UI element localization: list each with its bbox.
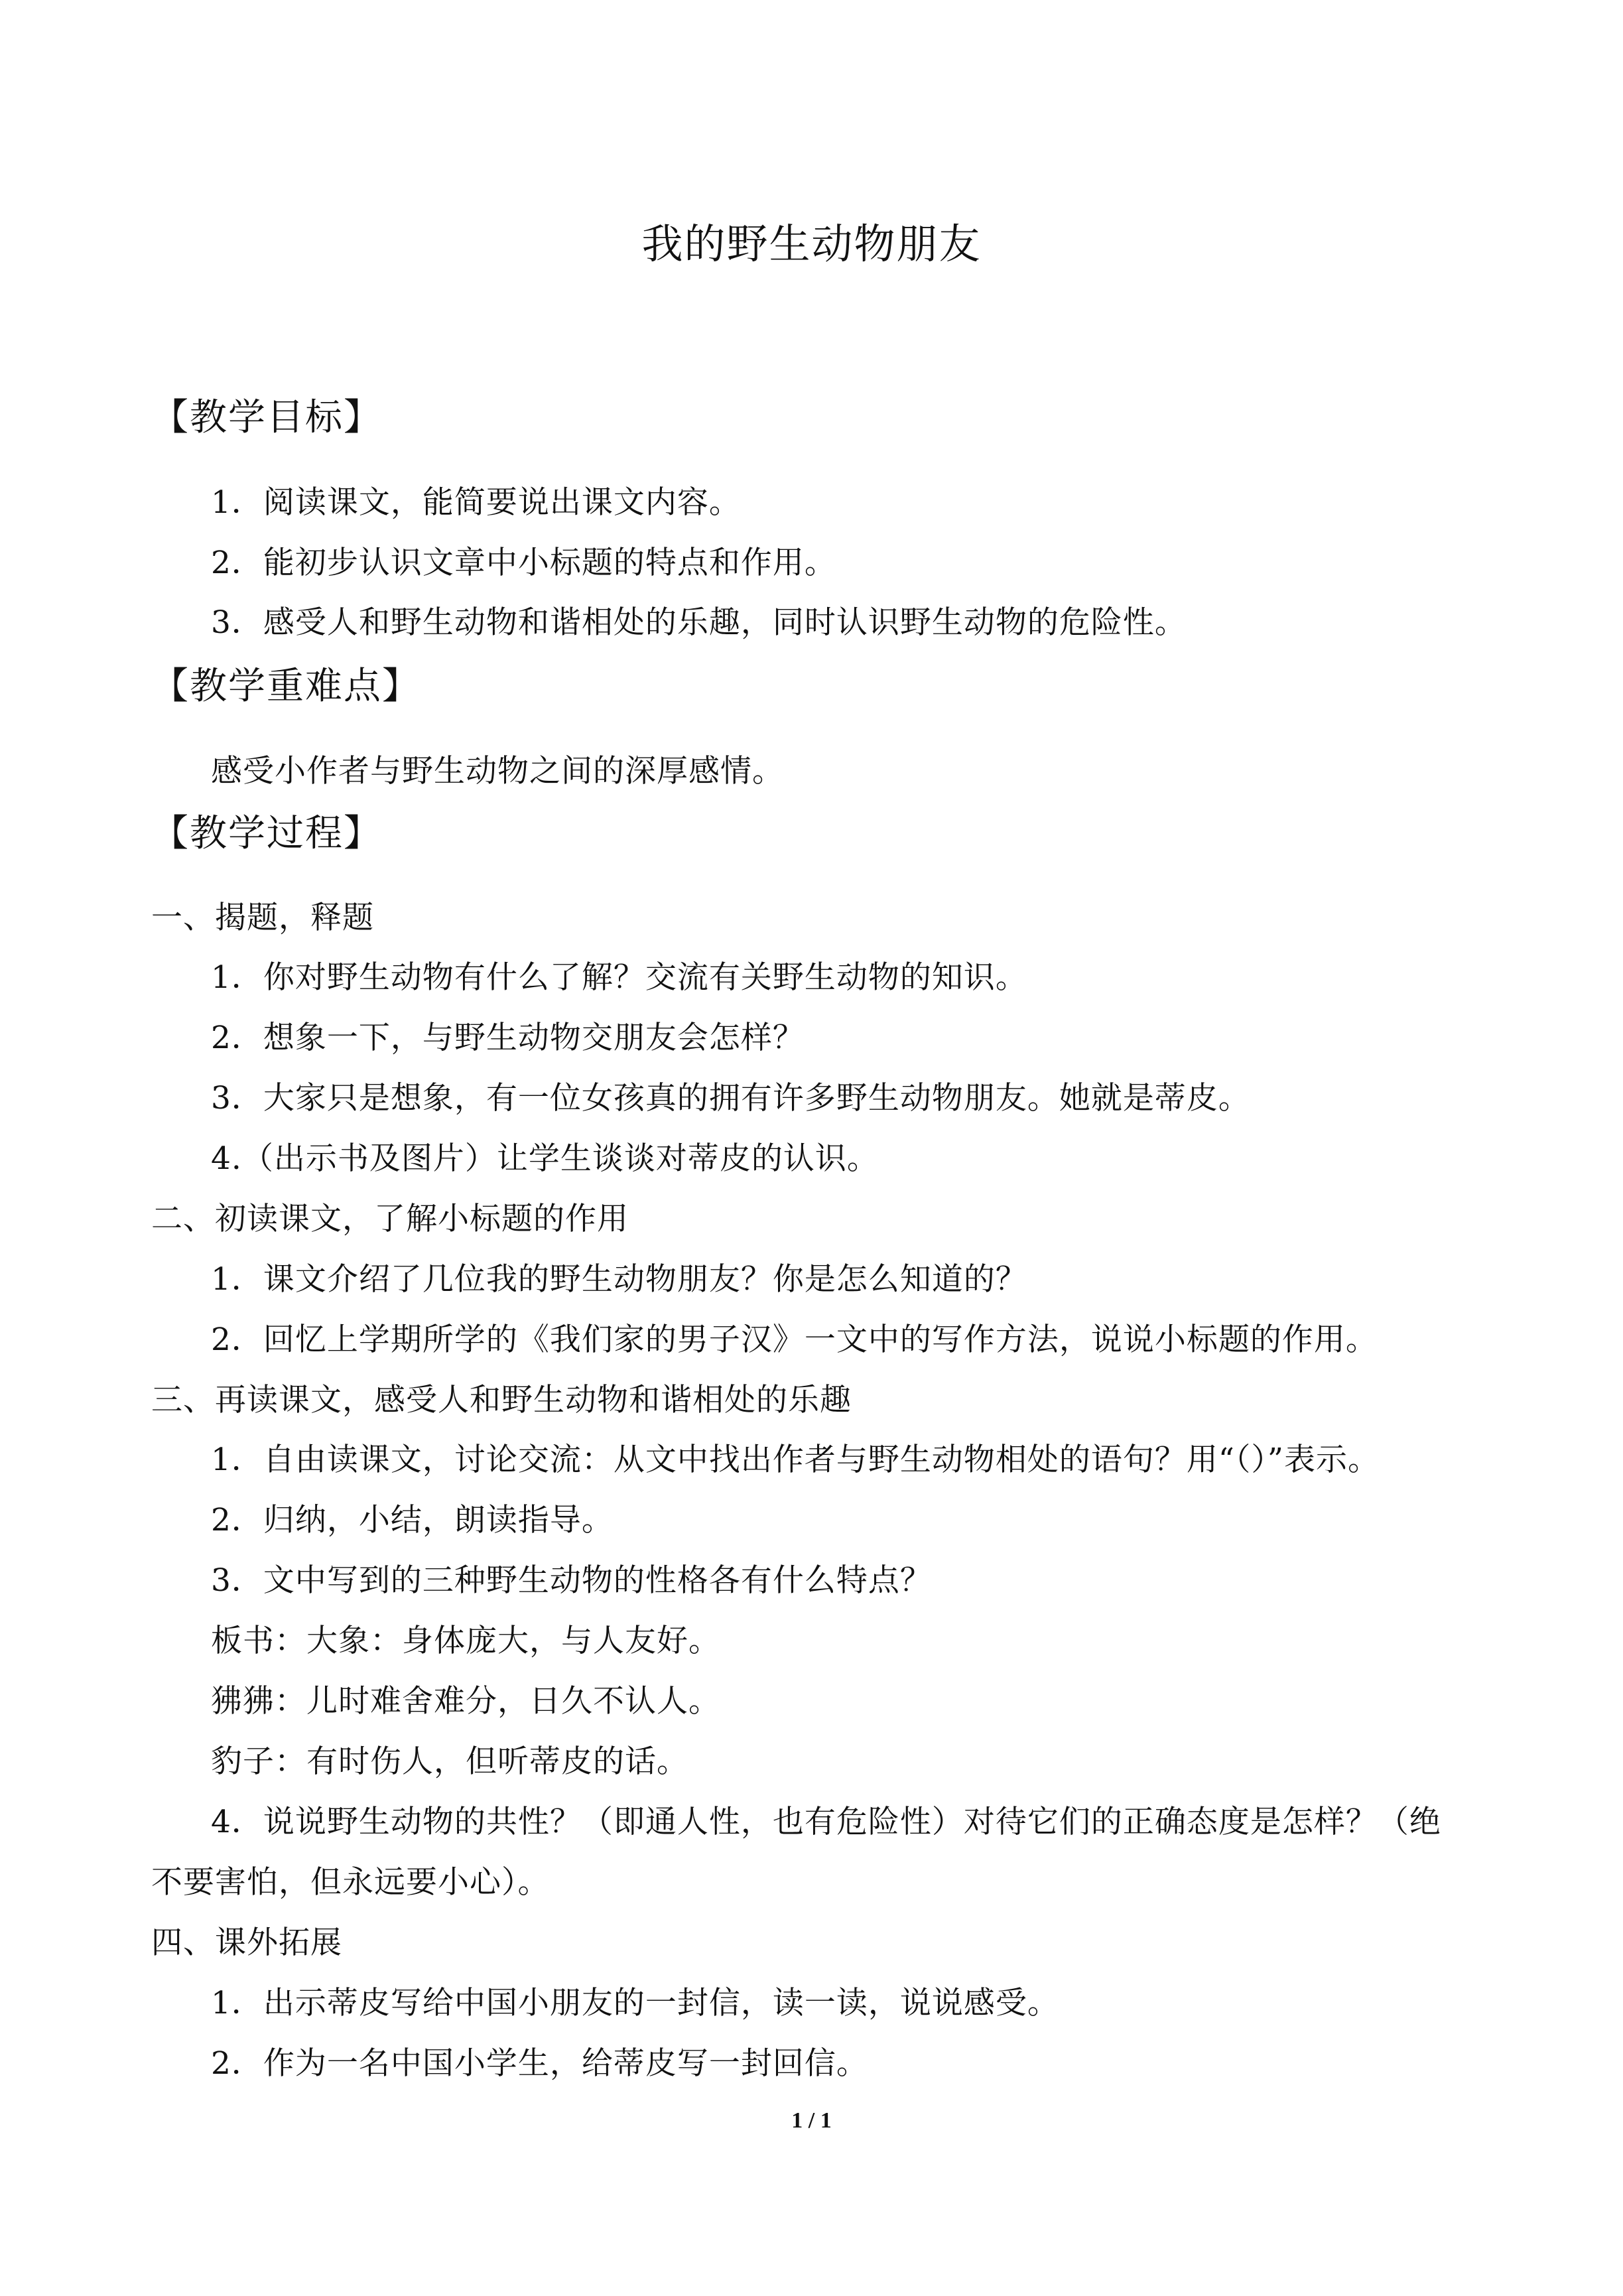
section-title-1: 一、揭题，释题 xyxy=(151,900,374,936)
section-1-item-3: 3．大家只是想象，有一位女孩真的拥有许多野生动物朋友。她就是蒂皮。 xyxy=(211,1080,1250,1116)
section-3-board-leopard: 豹子：有时伤人，但听蒂皮的话。 xyxy=(211,1743,688,1780)
section-3-board-baboon: 狒狒：儿时难舍难分，日久不认人。 xyxy=(211,1683,720,1720)
section-3-item-4-continued: 不要害怕，但永远要小心）。 xyxy=(151,1864,550,1901)
heading-objectives: 【教学目标】 xyxy=(151,396,382,439)
section-3-item-2: 2．归纳，小结，朗读指导。 xyxy=(211,1502,614,1538)
section-3-board-note: 板书：大象：身体庞大，与人友好。 xyxy=(211,1623,720,1659)
section-title-2: 二、初读课文，了解小标题的作用 xyxy=(151,1201,629,1237)
section-4-item-2: 2．作为一名中国小学生，给蒂皮写一封回信。 xyxy=(211,2045,868,2082)
objective-3: 3．感受人和野生动物和谐相处的乐趣，同时认识野生动物的危险性。 xyxy=(211,604,1187,641)
document-title: 我的野生动物朋友 xyxy=(641,220,982,268)
section-title-4: 四、课外拓展 xyxy=(151,1925,342,1961)
heading-key-points: 【教学重难点】 xyxy=(151,665,421,708)
section-4-item-1: 1．出示蒂皮写给中国小朋友的一封信，读一读，说说感受。 xyxy=(211,1985,1059,2021)
section-1-item-1: 1．你对野生动物有什么了解？交流有关野生动物的知识。 xyxy=(211,959,1027,996)
section-1-item-2: 2．想象一下，与野生动物交朋友会怎样？ xyxy=(211,1020,805,1056)
section-2-item-1: 1．课文介绍了几位我的野生动物朋友？你是怎么知道的？ xyxy=(211,1261,1027,1298)
objective-2: 2．能初步认识文章中小标题的特点和作用。 xyxy=(211,545,836,581)
section-3-item-4: 4．说说野生动物的共性？（即通人性，也有危险性）对待它们的正确态度是怎样？（绝 xyxy=(211,1804,1441,1840)
section-2-item-2: 2．回忆上学期所学的《我们家的男子汉》一文中的写作方法，说说小标题的作用。 xyxy=(211,1321,1378,1358)
section-3-item-1: 1．自由读课文，讨论交流：从文中找出作者与野生动物相处的语句？用“（）”表示。 xyxy=(211,1442,1380,1478)
section-1-item-4: 4.（出示书及图片）让学生谈谈对蒂皮的认识。 xyxy=(211,1140,879,1177)
section-title-3: 三、再读课文，感受人和野生动物和谐相处的乐趣 xyxy=(151,1382,852,1418)
page-number: 1 / 1 xyxy=(791,2108,832,2133)
objective-1: 1．阅读课文，能简要说出课文内容。 xyxy=(211,484,741,521)
heading-process: 【教学过程】 xyxy=(151,812,382,855)
section-3-item-3: 3．文中写到的三种野生动物的性格各有什么特点？ xyxy=(211,1562,932,1599)
key-point-text: 感受小作者与野生动物之间的深厚感情。 xyxy=(211,753,784,789)
